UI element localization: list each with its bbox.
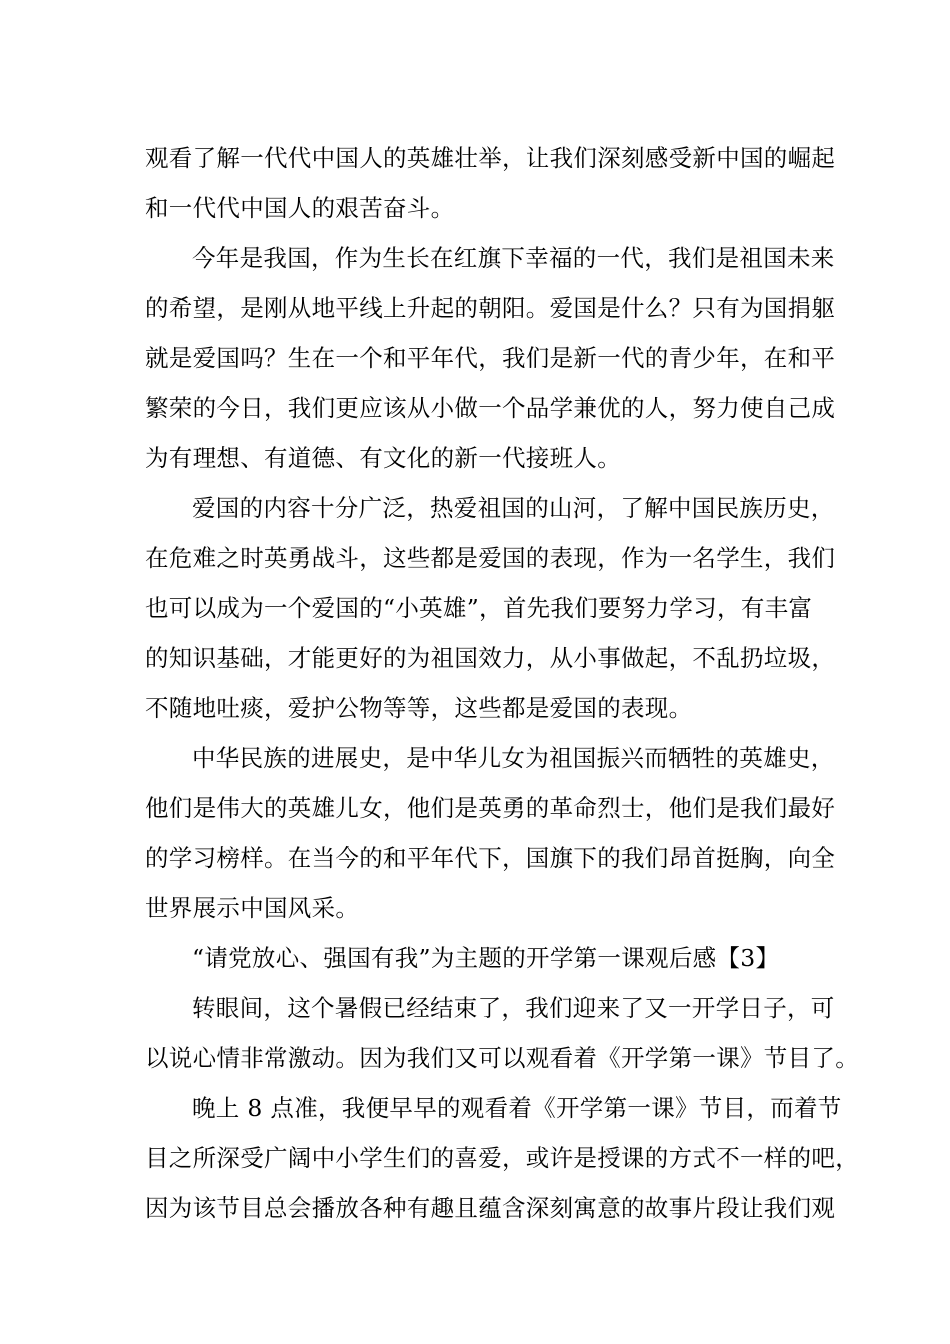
- text-line: 在危难之时英勇战斗，这些都是爱国的表现，作为一名学生，我们: [145, 544, 836, 572]
- paragraph-start-line: 晚上 8 点准，我便早早的观看着《开学第一课》节目，而着节: [192, 1094, 842, 1122]
- text-line: 以说心情非常激动。因为我们又可以观看着《开学第一课》节目了。: [145, 1044, 859, 1072]
- text-line: 的希望，是刚从地平线上升起的朝阳。爱国是什么？只有为国捐躯: [145, 294, 836, 322]
- text-line: 繁荣的今日，我们更应该从小做一个品学兼优的人，努力使自己成: [145, 394, 836, 422]
- text-line: 世界展示中国风采。: [145, 894, 360, 922]
- paragraph-start-line: 转眼间，这个暑假已经结束了，我们迎来了又一开学日子，可: [192, 994, 835, 1022]
- paragraph-start-line: 爱国的内容十分广泛，热爱祖国的山河，了解中国民族历史，: [192, 494, 835, 522]
- text-line: 和一代代中国人的艰苦奋斗。: [145, 194, 455, 222]
- text-line: 的学习榜样。在当今的和平年代下，国旗下的我们昂首挺胸，向全: [145, 844, 836, 872]
- paragraph-start-line: 中华民族的进展史，是中华儿女为祖国振兴而牺牲的英雄史，: [192, 744, 835, 772]
- text-line: 的知识基础，才能更好的为祖国效力，从小事做起，不乱扔垃圾，: [145, 644, 836, 672]
- text-line: 就是爱国吗？生在一个和平年代，我们是新一代的青少年，在和平: [145, 344, 836, 372]
- text-line: 为有理想、有道德、有文化的新一代接班人。: [145, 444, 621, 472]
- text-line: 目之所深受广阔中小学生们的喜爱，或许是授课的方式不一样的吧，: [145, 1144, 859, 1172]
- text-line: 也可以成为一个爱国的“小英雄”，首先我们要努力学习，有丰富: [145, 594, 813, 622]
- text-line: 他们是伟大的英雄儿女，他们是英勇的革命烈士，他们是我们最好: [145, 794, 836, 822]
- paragraph-start-line: 今年是我国，作为生长在红旗下幸福的一代，我们是祖国未来: [192, 244, 835, 272]
- section-heading: “请党放心、强国有我”为主题的开学第一课观后感【3】: [192, 944, 780, 972]
- text-line: 因为该节目总会播放各种有趣且蕴含深刻寓意的故事片段让我们观: [145, 1194, 836, 1222]
- text-line: 观看了解一代代中国人的英雄壮举，让我们深刻感受新中国的崛起: [145, 144, 836, 172]
- document-body: [145, 133, 859, 1233]
- text-line: 不随地吐痰，爱护公物等等，这些都是爱国的表现。: [145, 694, 693, 722]
